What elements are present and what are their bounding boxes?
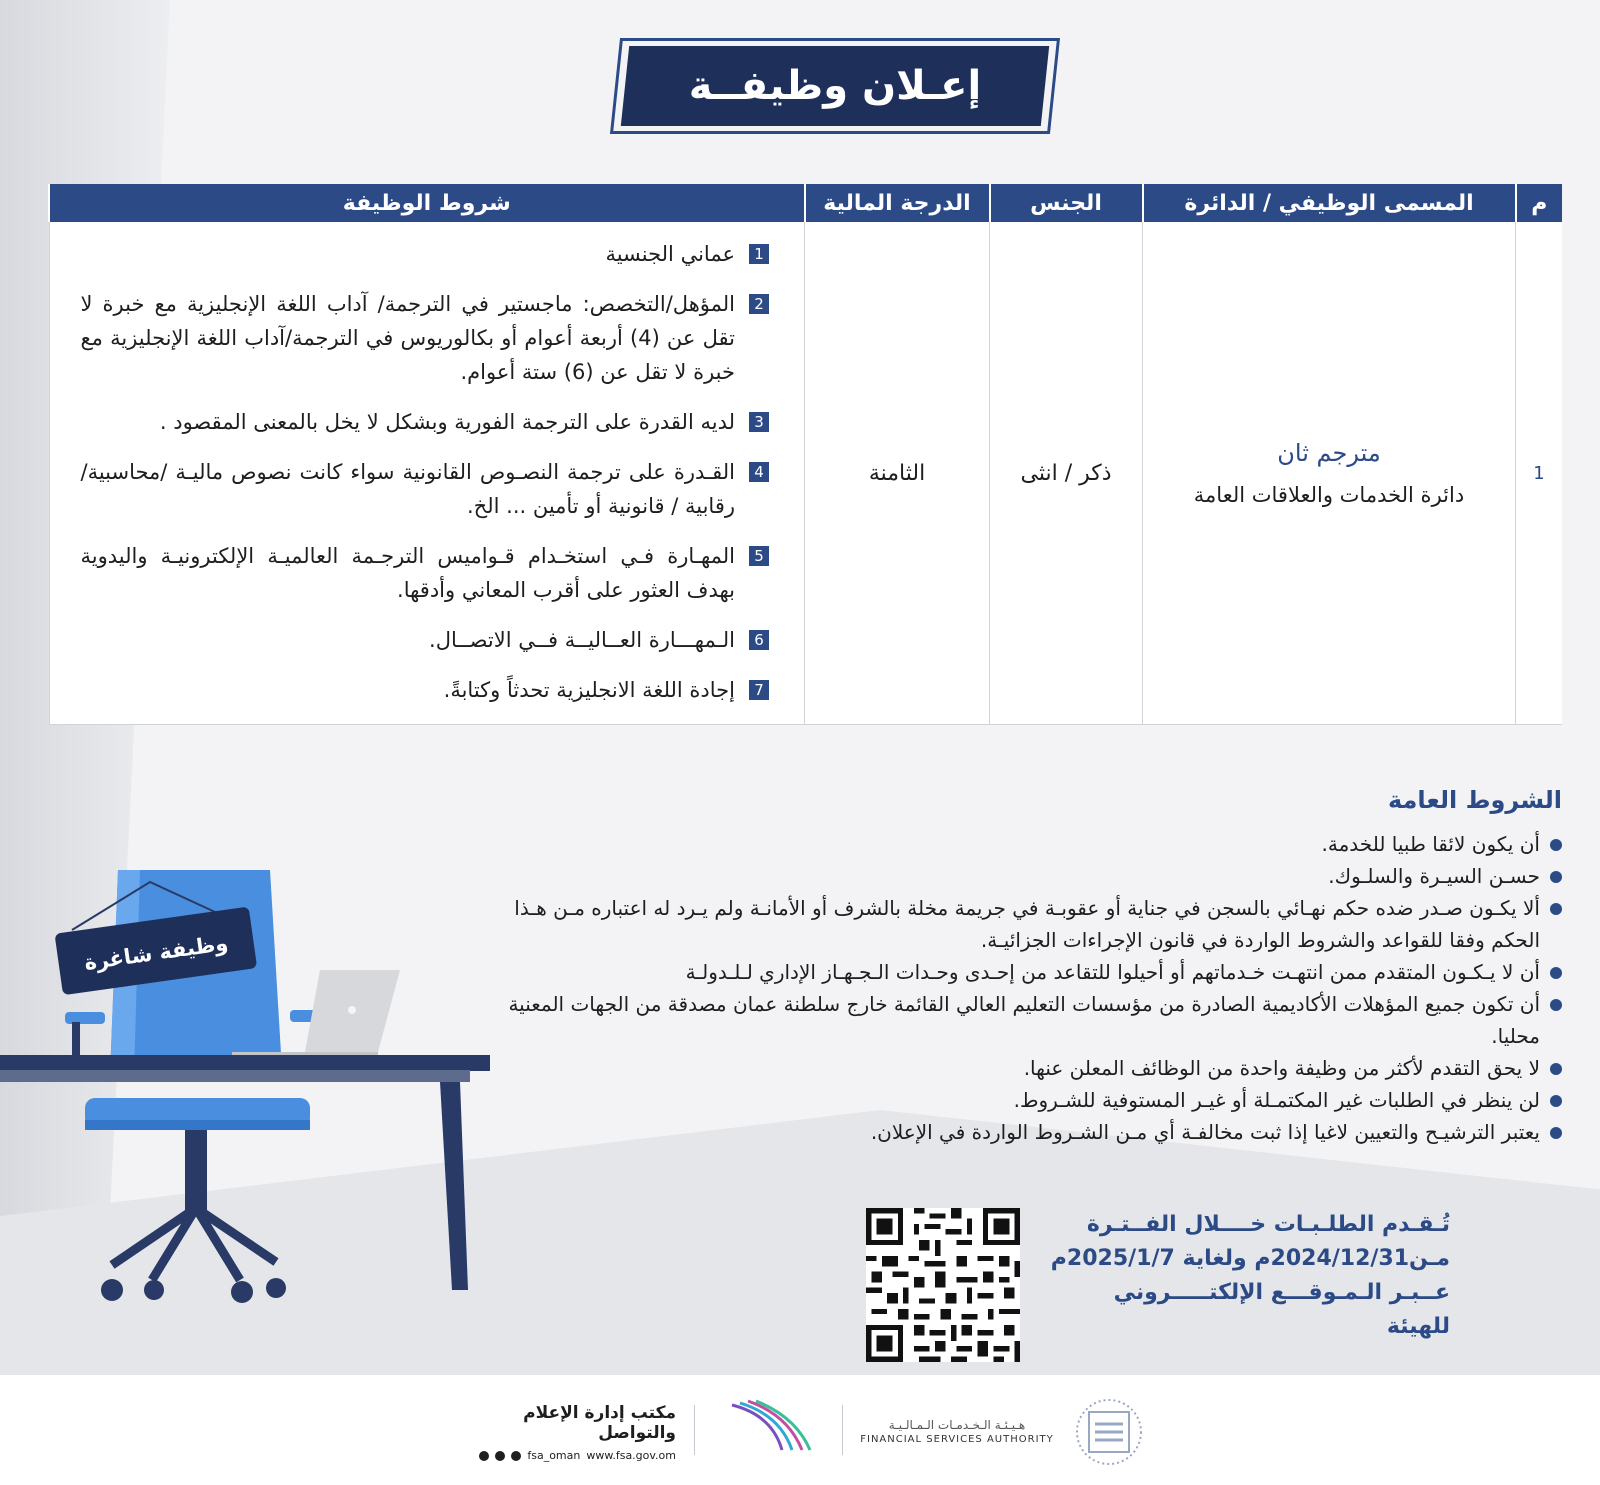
apply-line: مـن2024/12/31م ولغاية 2025/1/7م — [1050, 1246, 1450, 1271]
bullet-icon — [1550, 999, 1562, 1011]
bullet-icon — [1550, 1127, 1562, 1139]
bullet-icon — [1550, 903, 1562, 915]
list-item — [490, 988, 1562, 1052]
item-text: أن تكون جميع المؤهلات الأكاديمية الصادرة من مؤسسات التعليم العالي القائمة خارج سلطنة عمان مصدقة من الجهات المعنية محليا. — [508, 992, 1540, 1048]
list-item — [490, 1116, 1562, 1148]
item-text: لديه القدرة على الترجمة الفورية وبشكل لا يخل بالمعنى المقصود . — [159, 410, 735, 434]
footer-office — [446, 1403, 676, 1462]
bullet-icon — [1550, 839, 1562, 851]
apply-line: تُـقـدم الطلـبـات خــــلال الفــتـرة — [1086, 1212, 1450, 1237]
list-item — [81, 539, 770, 607]
instagram-icon[interactable] — [495, 1451, 505, 1461]
page-title: إعـلان وظيفــة — [688, 63, 982, 109]
item-text: عماني الجنسية — [605, 242, 735, 266]
item-text: لا يحق التقدم لأكثر من وظيفة واحدة من الوظائف المعلن عنها. — [1023, 1056, 1540, 1080]
item-number: 5 — [749, 546, 769, 566]
header-requirements: شروط الوظيفة — [49, 184, 805, 222]
item-number: 6 — [749, 630, 769, 650]
item-text: القـدرة على ترجمة النصـوص القانونية سواء كانت نصوص ماليـة /محاسبية/ رقابية / قانونية أو تأمين ... الخ. — [80, 460, 735, 518]
item-text: يعتبر الترشيـح والتعيين لاغيا إذا ثبت مخالفـة أي مـن الشـروط الواردة في الإعلان. — [870, 1120, 1540, 1144]
bullet-icon — [1550, 871, 1562, 883]
fsa-wordmark — [852, 1418, 1062, 1445]
item-text: أن لا يـكـون المتقدم ممن انتهـت خـدماتهم أو أحيلوا للتقاعد من إحـدى وحـدات الـجـهـاز الإداري لـلـدولـة — [685, 960, 1540, 984]
header-index: م — [1516, 184, 1563, 222]
vision-2040-logo-icon — [712, 1395, 832, 1459]
apply-line: عــبـر الـمـوقـــع الإلكتـــــروني للهيئة — [1113, 1280, 1450, 1339]
list-item — [490, 1052, 1562, 1084]
grade-cell: الثامنة — [805, 222, 990, 725]
bullet-icon — [1550, 967, 1562, 979]
row-index: 1 — [1516, 222, 1563, 725]
item-text: لن ينظر في الطلبات غير المكتمـلة أو غيـر المستوفية للشـروط. — [1013, 1088, 1540, 1112]
footer-links — [446, 1449, 676, 1462]
list-item — [490, 892, 1562, 956]
table-header-row — [49, 184, 1562, 222]
item-number: 2 — [749, 294, 769, 314]
qr-code-icon[interactable] — [866, 1208, 1020, 1362]
item-number: 4 — [749, 462, 769, 482]
title-banner — [615, 38, 1055, 134]
item-number: 7 — [749, 680, 769, 700]
authority-name-en: FINANCIAL SERVICES AUTHORITY — [860, 1434, 1054, 1445]
list-item — [490, 956, 1562, 988]
item-number: 1 — [749, 244, 769, 264]
job-title-cell — [1143, 222, 1516, 725]
vacant-sign-text: وظيفة شاغرة — [82, 930, 230, 975]
x-icon[interactable] — [511, 1451, 521, 1461]
list-item — [490, 860, 1562, 892]
vacant-office-illustration — [0, 870, 500, 1350]
general-conditions-title: الشروط العامة — [1388, 786, 1562, 814]
youtube-icon[interactable] — [479, 1451, 489, 1461]
item-text: الـمهـــارة العــاليــة فــي الاتصــال. — [429, 628, 735, 652]
item-number: 3 — [749, 412, 769, 432]
list-item — [490, 1084, 1562, 1116]
list-item — [81, 673, 770, 707]
item-text: المؤهل/التخصص: ماجستير في الترجمة/ آداب اللغة الإنجليزية مع خبرة لا تقل عن (4) أربعة أعوام أو بكالوريوس في الترجمة/آداب اللغة الإنجليزية مع خبرة لا تقل عن (6) ستة أعوام. — [80, 292, 735, 384]
footer-divider — [842, 1405, 843, 1455]
requirements-cell — [49, 222, 805, 725]
list-item — [81, 237, 770, 271]
list-item — [81, 623, 770, 657]
table-row — [49, 222, 1562, 725]
requirements-list — [51, 223, 804, 723]
bullet-icon — [1550, 1063, 1562, 1075]
job-table — [48, 184, 1562, 725]
item-text: ألا يكـون صـدر ضده حكم نهـائي بالسجن في جناية أو عقوبـة في جريمة مخلة بالشرف أو الأمانـة ولم يـرد له اعتباره مـن هـذا الحكم وفقا للقواعد والشروط الواردة في قانون الإجراءات الجزائيـة. — [514, 896, 1540, 952]
item-text: أن يكون لائقا طبيا للخدمة. — [1321, 832, 1540, 856]
bullet-icon — [1550, 1095, 1562, 1107]
header-gender: الجنس — [990, 184, 1143, 222]
list-item — [81, 287, 770, 389]
department: دائرة الخدمات والعلاقات العامة — [1193, 483, 1465, 507]
gender-cell: ذكر / انثى — [990, 222, 1143, 725]
social-handle[interactable]: fsa_oman — [527, 1449, 581, 1462]
list-item — [81, 455, 770, 523]
general-conditions — [490, 786, 1562, 1148]
job-title: مترجم ثان — [1277, 439, 1381, 467]
office-name: مكتب إدارة الإعلام والتواصل — [523, 1403, 676, 1443]
header-grade: الدرجة المالية — [805, 184, 990, 222]
item-text: حسـن السيـرة والسلـوك. — [1328, 864, 1540, 888]
website-link[interactable]: www.fsa.gov.om — [586, 1449, 676, 1462]
footer-divider — [694, 1405, 695, 1455]
fsa-logo-icon — [1075, 1398, 1143, 1466]
authority-name-ar: هـيـئـة الـخـدمـات الـمـالـيـة — [888, 1418, 1026, 1432]
item-text: إجادة اللغة الانجليزية تحدثاً وكتابةً. — [443, 678, 735, 702]
application-period — [1050, 1208, 1450, 1344]
header-job-title: المسمى الوظيفي / الدائرة — [1143, 184, 1516, 222]
list-item — [81, 405, 770, 439]
general-conditions-list — [490, 828, 1562, 1148]
list-item — [490, 828, 1562, 860]
item-text: المهـارة فـي استخـدام قـواميس الترجـمة العالميـة الإلكترونيـة واليدوية بهدف العثور على أقرب المعاني وأدقها. — [80, 544, 735, 602]
